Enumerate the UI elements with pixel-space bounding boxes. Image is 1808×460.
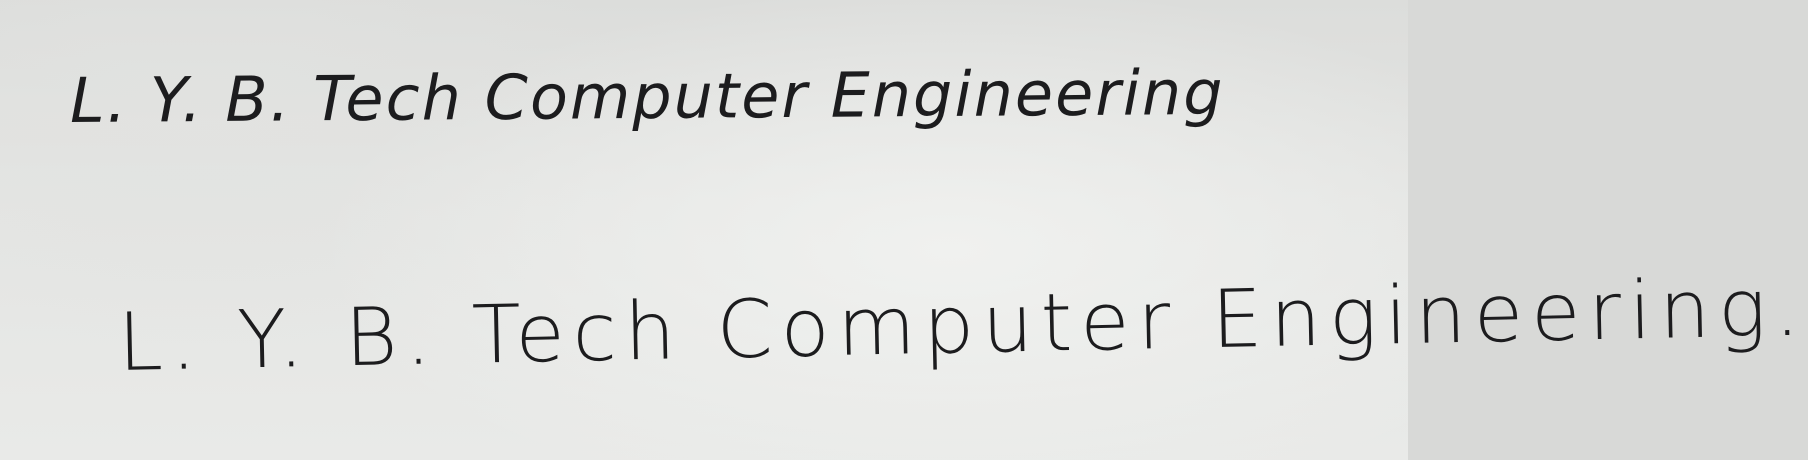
handwritten-line-cursive: L. Y. B. Tech Computer Engineering [69,55,1225,137]
handwritten-line-print: L. Y. B. Tech Computer Engineering. [117,260,1808,389]
